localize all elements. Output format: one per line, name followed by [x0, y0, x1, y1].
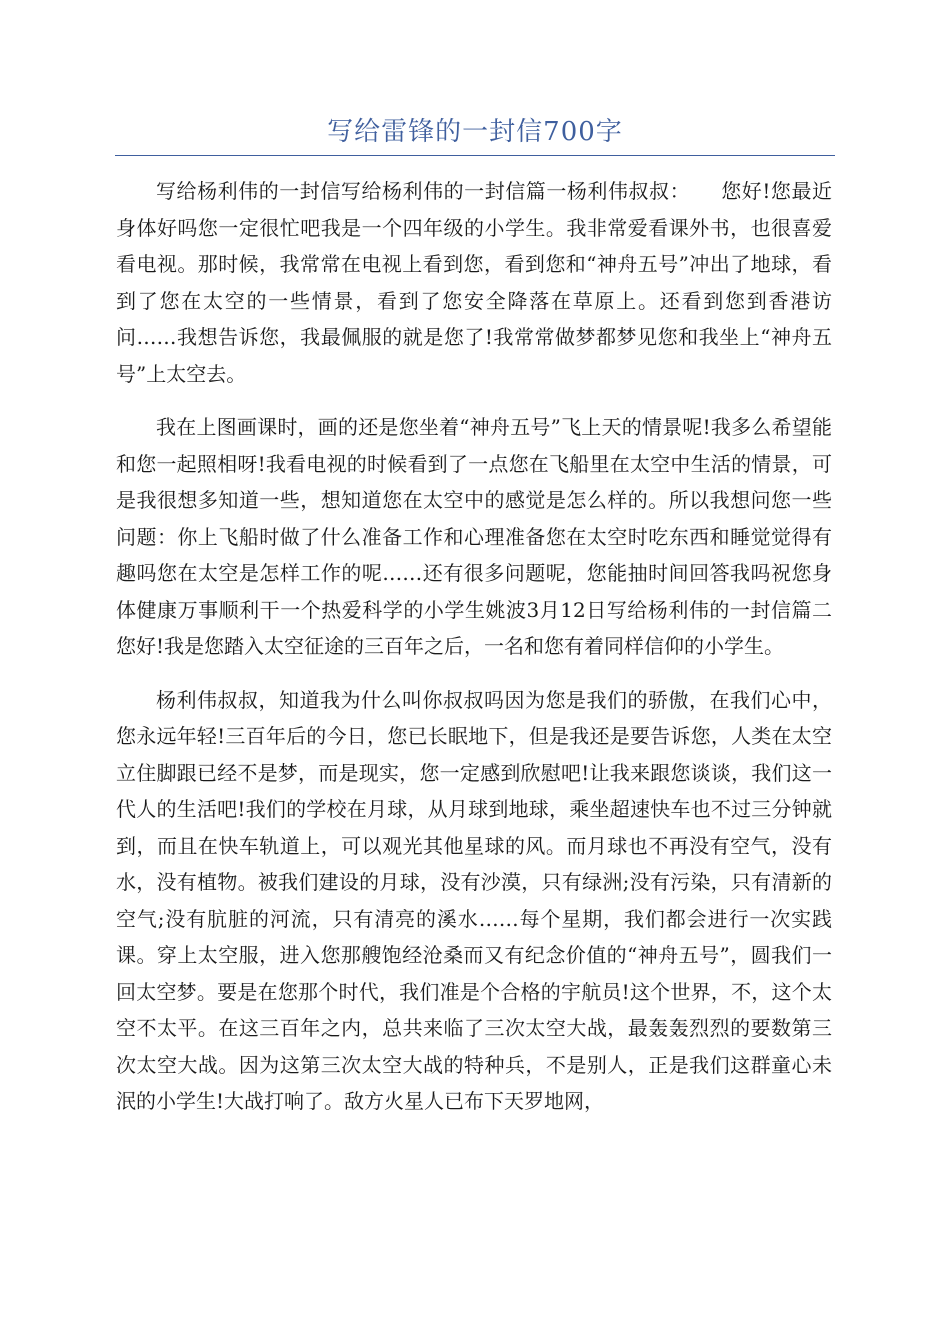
paragraph: 写给杨利伟的一封信写给杨利伟的一封信篇一杨利伟叔叔： 您好!您最近身体好吗您一定很忙吧我是一个四年级的小学生。我非常爱看课外书，也很喜爱看电视。那时候，我常常在电视上看到您，看到您和“神舟五号”冲出了地球，看到了您在太空的一些情景，看到了您安全降落在草原上。还看到您到香港访问……我想告诉您，我最佩服的就是您了!我常常做梦都梦见您和我坐上“神舟五号”上太空去。	[116, 179, 832, 386]
document-body	[116, 173, 832, 1137]
paragraph: 我在上图画课时，画的还是您坐着“神舟五号”飞上天的情景呢!我多么希望能和您一起照相呀!我看电视的时候看到了一点您在飞船里在太空中生活的情景，可是我很想多知道一些，想知道您在太空中的感觉是怎么样的。所以我想问您一些问题：你上飞船时做了什么准备工作和心理准备您在太空时吃东西和睡觉觉得有趣吗您在太空是怎样工作的呢……还有很多问题呢，您能抽时间回答我吗祝您身体健康万事顺利干一个热爱科学的小学生姚波3月12日写给杨利伟的一封信篇二您好!我是您踏入太空征途的三百年之后，一名和您有着同样信仰的小学生。	[116, 415, 832, 658]
title-underline	[115, 155, 835, 156]
paragraph: 杨利伟叔叔，知道我为什么叫你叔叔吗因为您是我们的骄傲，在我们心中，您永远年轻!三百年后的今日，您已长眠地下，但是我还是要告诉您，人类在太空立住脚跟已经不是梦，而是现实，您一定感到欣慰吧!让我来跟您谈谈，我们这一代人的生活吧!我们的学校在月球，从月球到地球，乘坐超速快车也不过三分钟就到，而且在快车轨道上，可以观光其他星球的风。而月球也不再没有空气，没有水，没有植物。被我们建设的月球，没有沙漠，只有绿洲;没有污染，只有清新的空气;没有肮脏的河流，只有清亮的溪水……每个星期，我们都会进行一次实践课。穿上太空服，进入您那艘饱经沧桑而又有纪念价值的“神舟五号”，圆我们一回太空梦。要是在您那个时代，我们准是个合格的宇航员!这个世界，不，这个太空不太平。在这三百年之内，总共来临了三次太空大战，最轰轰烈烈的要数第三次太空大战。因为这第三次太空大战的特种兵，不是别人，正是我们这群童心未泯的小学生!大战打响了。敌方火星人已布下天罗地网，	[116, 687, 832, 1113]
document-title: 写给雷锋的一封信700字	[327, 117, 623, 147]
